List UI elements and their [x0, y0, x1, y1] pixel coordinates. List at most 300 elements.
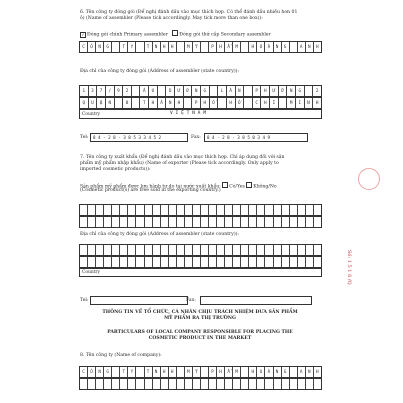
grid-cell — [169, 257, 177, 267]
grid-cell — [128, 245, 136, 255]
grid-cell: N — [106, 98, 115, 108]
grid-cell: Ô — [88, 42, 96, 52]
grid-cell: Ồ — [236, 98, 245, 108]
grid-cell: N — [287, 86, 296, 96]
grid-cell — [161, 217, 169, 227]
assembler-address-row-1 — [79, 85, 322, 97]
grid-cell: T — [120, 42, 128, 52]
grid-cell — [193, 379, 201, 389]
grid-cell: À — [158, 98, 167, 108]
grid-cell — [249, 205, 257, 215]
grid-cell — [96, 217, 104, 227]
grid-cell: A — [298, 367, 306, 377]
grid-cell: N — [192, 86, 201, 96]
grid-cell — [233, 379, 241, 389]
tel-field-6: 8 4 - 2 8 - 3 8 5 3 3 4 5 2 — [90, 133, 188, 142]
grid-cell — [201, 42, 209, 52]
grid-cell — [265, 245, 273, 255]
grid-cell: 3 — [89, 86, 98, 96]
fax-label-7: Fax: — [186, 298, 196, 303]
grid-cell: Â — [227, 86, 236, 96]
grid-cell: G — [201, 86, 210, 96]
grid-cell: À — [265, 42, 273, 52]
grid-cell: H — [161, 42, 169, 52]
assembler-company-grid — [79, 41, 322, 53]
grid-cell — [265, 217, 273, 227]
grid-cell: M — [233, 367, 241, 377]
grid-cell — [120, 205, 128, 215]
grid-cell: M — [185, 367, 193, 377]
grid-cell — [128, 379, 136, 389]
en-title-line-2: COSMETIC PRODUCT IN THE MARKET — [148, 336, 252, 341]
grid-cell — [257, 217, 265, 227]
grid-cell — [241, 379, 249, 389]
grid-cell — [136, 257, 144, 267]
grid-cell — [136, 379, 144, 389]
grid-cell — [136, 205, 144, 215]
grid-cell — [257, 205, 265, 215]
exporter-country-label: Country — [82, 270, 101, 275]
grid-cell — [80, 257, 88, 267]
grid-cell: Y — [128, 367, 136, 377]
grid-cell — [112, 42, 120, 52]
grid-cell — [225, 217, 233, 227]
grid-cell — [153, 217, 161, 227]
grid-cell: I — [296, 98, 305, 108]
grid-cell — [282, 205, 290, 215]
free-sale-yes-checkbox[interactable] — [222, 182, 228, 188]
grid-cell: N — [166, 98, 175, 108]
grid-cell: G — [296, 86, 305, 96]
grid-cell — [161, 379, 169, 389]
grid-cell: H — [175, 98, 184, 108]
country-label: Country — [82, 112, 101, 117]
en-title-line-1: PARTICULARS OF LOCAL COMPANY RESPONSIBLE FOR PLACING THE — [107, 330, 293, 335]
section-7-line-1: 7. Tên công ty xuất khẩu (Để nghị đánh dấu vào mục thích hợp. Chỉ áp dụng đối với sản — [80, 155, 285, 160]
grid-cell — [290, 205, 298, 215]
grid-cell — [209, 245, 217, 255]
grid-cell: Ẩ — [225, 367, 233, 377]
grid-cell — [184, 98, 193, 108]
grid-cell — [112, 379, 120, 389]
grid-cell — [249, 217, 257, 227]
grid-cell — [274, 245, 282, 255]
grid-cell: H — [161, 367, 169, 377]
grid-cell — [249, 257, 257, 267]
grid-cell: U — [149, 86, 158, 96]
grid-cell — [210, 86, 219, 96]
grid-cell: 2 — [123, 86, 132, 96]
grid-cell — [241, 367, 249, 377]
grid-cell — [88, 245, 96, 255]
grid-cell: Ố — [210, 98, 219, 108]
grid-cell: N — [306, 42, 314, 52]
grid-cell — [128, 257, 136, 267]
secondary-assembler-checkbox[interactable] — [172, 30, 178, 36]
grid-cell: H — [227, 98, 236, 108]
grid-cell: Y — [128, 42, 136, 52]
grid-cell — [241, 42, 249, 52]
grid-cell — [177, 205, 185, 215]
grid-cell — [257, 257, 265, 267]
grid-cell — [290, 217, 298, 227]
grid-cell: N — [274, 367, 282, 377]
grid-cell — [185, 205, 193, 215]
grid-cell — [177, 217, 185, 227]
section-7-line-3: imported cosmetic products)): — [80, 167, 151, 172]
grid-cell — [217, 379, 225, 389]
grid-cell — [233, 217, 241, 227]
grid-cell — [80, 245, 88, 255]
grid-cell: N — [306, 367, 314, 377]
grid-cell — [298, 257, 306, 267]
grid-cell: Ư — [270, 86, 279, 96]
grid-cell — [241, 205, 249, 215]
grid-cell: O — [257, 42, 265, 52]
grid-cell — [128, 217, 136, 227]
grid-cell: C — [80, 42, 88, 52]
grid-cell: N — [96, 367, 104, 377]
grid-cell: D — [166, 86, 175, 96]
grid-cell: P — [192, 98, 201, 108]
grid-cell: T — [145, 42, 153, 52]
grid-cell — [153, 257, 161, 267]
exporter-address-row-1[interactable] — [79, 244, 322, 256]
grid-cell — [80, 379, 88, 389]
grid-cell — [290, 42, 298, 52]
assembler-address-label: Địa chỉ của công ty đóng gói (Address of assembler (state country)): — [80, 69, 239, 74]
grid-cell — [249, 379, 257, 389]
grid-cell — [290, 379, 298, 389]
free-sale-question: Sản phẩm mỹ phẩm được lưu hành tự do tại nước xuất khẩu: Có/Yes Không/No — [80, 182, 277, 190]
grid-cell — [104, 205, 112, 215]
grid-cell: C — [253, 98, 262, 108]
grid-cell: H — [169, 367, 177, 377]
seal-stamp — [358, 168, 380, 190]
grid-cell — [257, 379, 265, 389]
grid-cell — [169, 379, 177, 389]
grid-cell — [290, 245, 298, 255]
grid-cell — [314, 245, 321, 255]
grid-cell: G — [104, 42, 112, 52]
grid-cell — [233, 257, 241, 267]
grid-cell: P — [209, 367, 217, 377]
grid-cell — [145, 379, 153, 389]
grid-cell: M — [185, 42, 193, 52]
grid-cell — [80, 205, 88, 215]
grid-cell — [306, 245, 314, 255]
grid-cell — [233, 205, 241, 215]
grid-cell — [201, 257, 209, 267]
grid-cell — [298, 217, 306, 227]
grid-cell — [153, 379, 161, 389]
exporter-name-row-1[interactable] — [79, 204, 322, 216]
grid-cell — [225, 257, 233, 267]
grid-cell — [96, 205, 104, 215]
grid-cell — [209, 379, 217, 389]
grid-cell: Ư — [175, 86, 184, 96]
grid-cell: Í — [270, 98, 279, 108]
grid-cell: H — [249, 367, 257, 377]
grid-cell — [201, 217, 209, 227]
grid-cell — [218, 98, 227, 108]
grid-cell — [306, 205, 314, 215]
primary-assembler-checkbox[interactable] — [80, 32, 86, 38]
grid-cell — [209, 257, 217, 267]
grid-cell: M — [233, 42, 241, 52]
section-7-line-2: phẩm mỹ phẩm nhập khẩu) (Name of exporter (Please tick accordingly. Only apply to — [80, 161, 279, 166]
grid-cell — [209, 205, 217, 215]
grid-cell: T — [140, 98, 149, 108]
grid-cell — [217, 257, 225, 267]
grid-cell — [217, 205, 225, 215]
grid-cell — [193, 257, 201, 267]
grid-cell — [132, 86, 141, 96]
grid-cell — [201, 205, 209, 215]
grid-cell — [115, 98, 124, 108]
grid-cell — [132, 98, 141, 108]
grid-cell: T — [145, 367, 153, 377]
grid-cell: N — [153, 367, 161, 377]
grid-cell: H — [201, 98, 210, 108]
grid-cell — [153, 205, 161, 215]
grid-cell — [112, 367, 120, 377]
grid-cell: H — [261, 86, 270, 96]
grid-cell — [161, 205, 169, 215]
grid-cell: M — [287, 98, 296, 108]
grid-cell: N — [96, 42, 104, 52]
grid-cell — [241, 245, 249, 255]
grid-cell — [136, 217, 144, 227]
assembler-country-field — [79, 109, 322, 119]
grid-cell: À — [265, 367, 273, 377]
grid-cell: L — [218, 86, 227, 96]
grid-cell: H — [316, 45, 319, 50]
grid-cell — [120, 379, 128, 389]
grid-cell — [104, 379, 112, 389]
grid-cell — [265, 205, 273, 215]
grid-cell — [282, 379, 290, 389]
grid-cell: Ỹ — [193, 367, 201, 377]
assembler-address-row-2 — [79, 97, 322, 109]
exporter-name-row-2[interactable] — [79, 216, 322, 228]
grid-cell — [161, 257, 169, 267]
grid-cell — [298, 379, 306, 389]
grid-cell: U — [89, 98, 98, 108]
grid-cell — [96, 245, 104, 255]
grid-cell — [185, 217, 193, 227]
grid-cell: 2 — [315, 89, 319, 94]
grid-cell — [169, 245, 177, 255]
grid-cell: Ô — [88, 367, 96, 377]
grid-cell — [185, 245, 193, 255]
grid-cell — [193, 205, 201, 215]
fax-field-6: 8 4 - 2 8 - 3 8 5 0 3 4 9 — [204, 133, 308, 142]
tel-field-7[interactable] — [90, 296, 188, 305]
grid-cell: G — [282, 42, 290, 52]
grid-cell — [201, 367, 209, 377]
grid-cell — [282, 217, 290, 227]
grid-cell: H — [217, 367, 225, 377]
primary-assembler-option[interactable]: ✓Đóng gói chính Primary assembler Đóng gói thứ cấp Secondary assembler — [80, 30, 271, 38]
grid-cell — [161, 245, 169, 255]
grid-cell: O — [257, 367, 265, 377]
grid-cell: Ẩ — [225, 42, 233, 52]
grid-cell — [282, 245, 290, 255]
grid-cell: 7 — [97, 86, 106, 96]
grid-cell: N — [305, 98, 314, 108]
grid-cell — [120, 217, 128, 227]
grid-cell — [290, 367, 298, 377]
grid-cell — [244, 98, 253, 108]
grid-cell — [279, 98, 288, 108]
grid-cell — [96, 379, 104, 389]
grid-cell — [88, 217, 96, 227]
exporter-country-field[interactable] — [79, 268, 322, 277]
grid-cell — [120, 257, 128, 267]
grid-cell — [169, 205, 177, 215]
grid-cell — [265, 379, 273, 389]
grid-cell — [282, 257, 290, 267]
grid-cell — [185, 379, 193, 389]
grid-cell — [112, 205, 120, 215]
grid-cell — [193, 217, 201, 227]
fax-label-6: Fax: — [191, 135, 201, 140]
grid-cell — [305, 86, 314, 96]
grid-cell: Ậ — [97, 98, 106, 108]
grid-cell — [145, 217, 153, 227]
grid-cell: Ờ — [279, 86, 288, 96]
grid-cell — [169, 217, 177, 227]
grid-cell — [265, 257, 273, 267]
grid-cell — [298, 245, 306, 255]
grid-cell — [177, 367, 185, 377]
grid-cell — [274, 217, 282, 227]
grid-cell — [145, 245, 153, 255]
grid-cell — [306, 257, 314, 267]
grid-cell — [249, 245, 257, 255]
grid-cell — [136, 42, 144, 52]
grid-cell: T — [120, 367, 128, 377]
grid-cell — [104, 257, 112, 267]
grid-cell — [177, 42, 185, 52]
grid-cell — [274, 257, 282, 267]
section-6-heading: 6. Tên công ty đóng gói (Để nghị đánh dấu vào mục thích hợp. Có thể đánh dấu nhiều hơn 01 — [80, 10, 298, 15]
grid-cell — [217, 217, 225, 227]
vn-title-line-1: THÔNG TIN VỀ TỔ CHỨC, CÁ NHÂN CHỊU TRÁCH NHIỆM ĐƯA SẢN PHẨM — [102, 310, 298, 315]
grid-cell: 1 — [80, 86, 89, 96]
grid-cell: Q — [80, 98, 89, 108]
grid-cell — [225, 245, 233, 255]
grid-cell: H — [261, 98, 270, 108]
grid-cell — [112, 217, 120, 227]
grid-cell — [314, 379, 321, 389]
grid-cell — [241, 257, 249, 267]
vn-title-line-2: MỸ PHẨM RA THỊ TRƯỜNG — [164, 316, 236, 321]
country-value: V I Ệ T N A M — [170, 111, 206, 116]
exporter-address-row-2[interactable] — [79, 256, 322, 268]
grid-cell — [225, 205, 233, 215]
grid-cell — [193, 245, 201, 255]
grid-cell — [177, 379, 185, 389]
grid-cell: H — [249, 42, 257, 52]
section-8-label: 8. Tên công ty (Name of company): — [80, 353, 162, 358]
grid-cell — [298, 205, 306, 215]
grid-cell: 9 — [115, 86, 124, 96]
fax-field-7[interactable] — [200, 296, 312, 305]
grid-cell — [136, 367, 144, 377]
grid-cell — [88, 379, 96, 389]
grid-cell — [314, 205, 321, 215]
section-6-heading-2: ô) (Name of assembler (Please tick accordingly. May tick more than one box)): — [80, 16, 263, 21]
grid-cell — [96, 257, 104, 267]
free-sale-no-checkbox[interactable] — [246, 182, 252, 188]
grid-cell — [201, 245, 209, 255]
tel-label-7: Tel: — [80, 298, 89, 303]
grid-cell: H — [316, 370, 319, 375]
grid-cell — [201, 379, 209, 389]
grid-cell — [145, 205, 153, 215]
grid-cell — [257, 245, 265, 255]
grid-cell: G — [282, 367, 290, 377]
grid-cell — [274, 379, 282, 389]
grid-cell — [177, 245, 185, 255]
grid-cell: N — [236, 86, 245, 96]
exporter-address-label: Địa chỉ của công ty đóng gói (Address of assembler (state country)): — [80, 232, 239, 237]
grid-cell: G — [104, 367, 112, 377]
margin-stamp-text: Số: 1 5 1 6 /Q — [346, 250, 352, 285]
grid-cell — [145, 257, 153, 267]
grid-cell — [88, 257, 96, 267]
grid-cell: Â — [140, 86, 149, 96]
grid-cell: H — [315, 101, 319, 106]
grid-cell: H — [149, 98, 158, 108]
grid-cell: P — [209, 42, 217, 52]
free-sale-english: (Cosmetic product(s) are free sold in the exporting country.) — [80, 188, 221, 193]
grid-cell: A — [298, 42, 306, 52]
grid-cell — [88, 205, 96, 215]
grid-cell — [128, 205, 136, 215]
grid-cell: Ơ — [184, 86, 193, 96]
grid-cell — [158, 86, 167, 96]
grid-cell — [233, 245, 241, 255]
grid-cell — [290, 257, 298, 267]
grid-cell — [112, 245, 120, 255]
tel-label-6: Tel: — [80, 135, 89, 140]
grid-cell: 8 — [123, 98, 132, 108]
grid-cell — [241, 217, 249, 227]
grid-cell: / — [106, 86, 115, 96]
grid-cell — [177, 257, 185, 267]
grid-cell: P — [253, 86, 262, 96]
grid-cell: N — [153, 42, 161, 52]
grid-cell — [136, 245, 144, 255]
grid-cell — [185, 257, 193, 267]
grid-cell — [314, 257, 321, 267]
grid-cell — [112, 257, 120, 267]
grid-cell — [104, 217, 112, 227]
grid-cell — [314, 217, 321, 227]
local-company-grid-row-2 — [79, 378, 322, 390]
grid-cell — [306, 217, 314, 227]
grid-cell — [217, 245, 225, 255]
grid-cell: Ỹ — [193, 42, 201, 52]
grid-cell — [104, 245, 112, 255]
grid-cell — [244, 86, 253, 96]
local-company-grid — [79, 366, 322, 378]
grid-cell — [80, 217, 88, 227]
grid-cell: C — [80, 367, 88, 377]
